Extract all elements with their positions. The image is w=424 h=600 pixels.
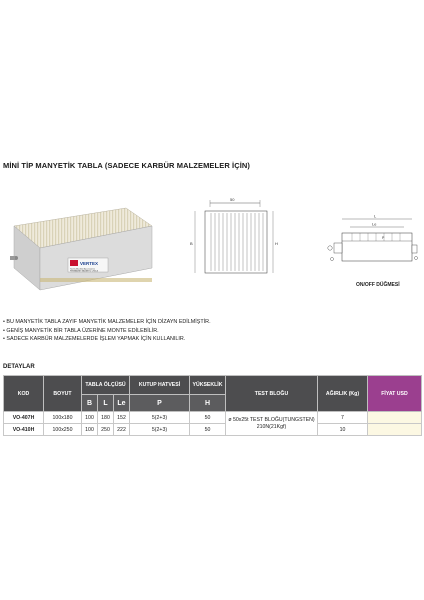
note-item: • SADECE KARBÜR MALZEMELERDE İŞLEM YAPMAK İÇİN KULLANILIR. [3, 336, 186, 342]
header-agirlik: AĞIRLIK (Kg) [318, 376, 368, 412]
magnetic-chuck-image [4, 198, 154, 300]
header-tabla: TABLA ÖLÇÜSÜ [82, 376, 130, 395]
dim-width-label: 50 [230, 197, 235, 202]
row-fiyat [368, 412, 422, 424]
side-view-drawing [320, 213, 420, 275]
table-row [4, 424, 422, 436]
row-fiyat [368, 424, 422, 436]
section-heading: DETAYLAR [3, 364, 35, 370]
dim-B-label: B [190, 241, 193, 246]
header-Le: Le [114, 395, 130, 412]
table-row [4, 412, 422, 424]
row-Le: 222 [114, 424, 130, 436]
dim-L-label: L [374, 213, 377, 219]
product-line2: PERMANENT MAGNETIC CHUCK [70, 270, 99, 273]
test-block-cell: ø 50x25t TEST BLOĞU(TUNGSTEN) 210N(21Kgf) [226, 412, 318, 436]
top-view-drawing [183, 195, 283, 280]
header-yukseklik: YÜKSEKLİK [190, 376, 226, 395]
row-boyut: 100x250 [44, 424, 82, 436]
header-kod: KOD [4, 376, 44, 412]
row-P: 5(2+3) [130, 424, 190, 436]
row-kod: VO-407H [4, 412, 44, 424]
row-B: 100 [82, 424, 98, 436]
page-title: MİNİ TİP MANYETİK TABLA (SADECE KARBÜR MALZEMELER İÇİN) [3, 161, 251, 170]
product-subtitle: Tool & Machine Accessories [70, 268, 95, 271]
header-L: L [98, 395, 114, 412]
header-H: H [190, 395, 226, 412]
row-kod: VO-410H [4, 424, 44, 436]
dim-P-label: P [382, 236, 385, 240]
header-B: B [82, 395, 98, 412]
header-fiyat: FİYAT USD [368, 376, 422, 412]
specs-table [3, 375, 422, 436]
row-boyut: 100x180 [44, 412, 82, 424]
header-test: TEST BLOĞU [226, 376, 318, 412]
row-agirlik: 10 [318, 424, 368, 436]
note-item: • BU MANYETİK TABLA ZAYIF MANYETİK MALZEMELER İÇİN DİZAYN EDİLMİŞTİR. [3, 319, 211, 325]
row-H: 50 [190, 412, 226, 424]
row-H: 50 [190, 424, 226, 436]
row-L: 250 [98, 424, 114, 436]
row-B: 100 [82, 412, 98, 424]
row-L: 180 [98, 412, 114, 424]
note-item: • GENİŞ MANYETİK BİR TABLA ÜZERİNE MONTE EDİLEBİLİR. [3, 327, 159, 334]
row-P: 5(2+3) [130, 412, 190, 424]
onoff-label: ON/OFF DÜĞMESİ [356, 282, 400, 288]
header-kutup: KUTUP HATVESİ [130, 376, 190, 395]
product-brand: VERTEX [80, 261, 99, 266]
row-Le: 152 [114, 412, 130, 424]
header-P: P [130, 395, 190, 412]
row-agirlik: 7 [318, 412, 368, 424]
notes-list [3, 318, 211, 344]
dim-Le-label: Le [372, 221, 377, 227]
header-boyut: BOYUT [44, 376, 82, 412]
dim-H-label: H [275, 241, 278, 246]
